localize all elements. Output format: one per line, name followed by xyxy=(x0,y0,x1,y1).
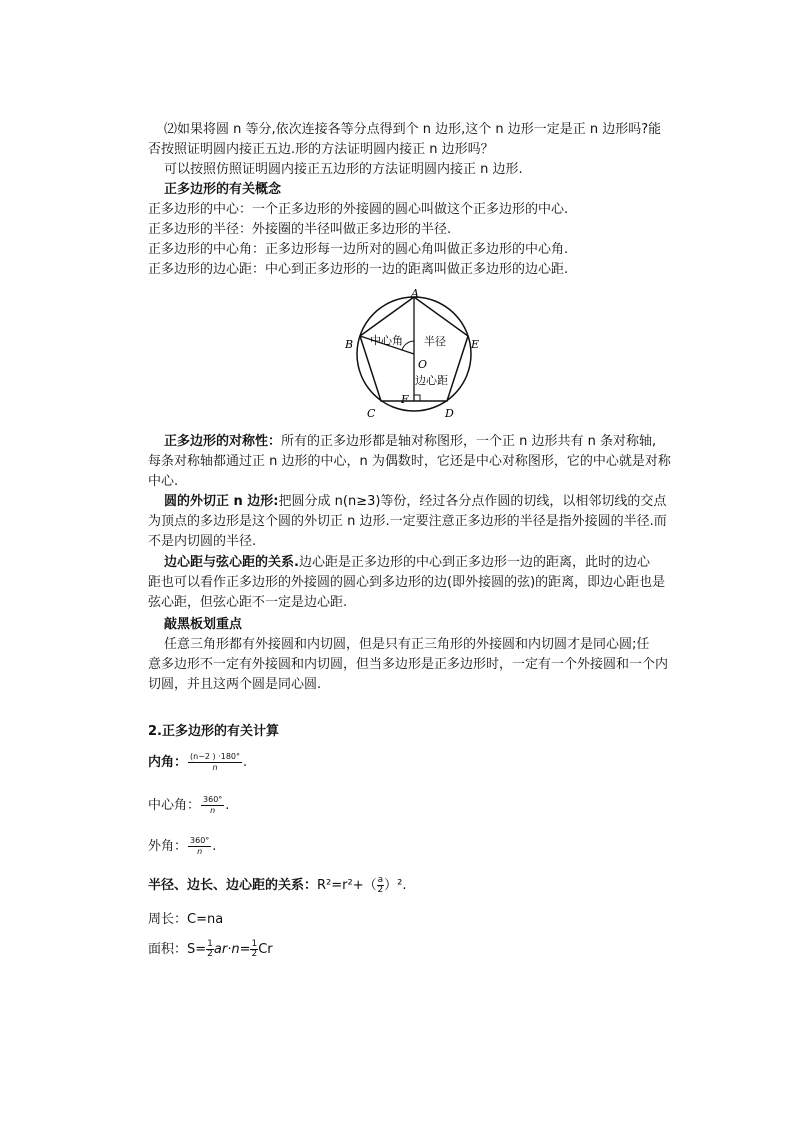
central-angle-label: 中心角 xyxy=(370,334,403,347)
area-formula xyxy=(148,940,273,960)
relation-label: 半径、边长、边心距的关系： xyxy=(148,878,318,893)
radius-definition: 正多边形的半径：外接圈的半径叫做正多边形的半径. xyxy=(148,222,452,237)
radius-label: 半径 xyxy=(424,335,446,348)
exterior-denominator: n xyxy=(197,847,203,856)
symmetry-title: 正多边形的对称性： xyxy=(164,434,282,449)
label-A: A xyxy=(411,287,419,300)
chord-title: 边心距与弦心距的关系. xyxy=(164,555,299,570)
apothem-definition: 正多边形的边心距：中心到正多边形的一边的距离叫做正多边形的边心距. xyxy=(148,262,569,277)
chord-line-1 xyxy=(164,553,650,573)
relation-lhs: R²=r²+（ xyxy=(317,878,377,893)
half-numerator: 1 xyxy=(207,939,213,949)
symmetry-text: 所有的正多边形都是轴对称图形，一个正 n 边形共有 n 条对称轴, xyxy=(281,434,657,449)
interior-denominator: n xyxy=(212,763,218,772)
period: . xyxy=(212,839,217,854)
q2-line-2: 否按照证明圆内接正五边.形的方法证明圆内接正 n 边形吗？ xyxy=(148,142,494,157)
chord-text: 边心距是正多边形的中心到正多边形一边的距离，此时的边心 xyxy=(298,555,650,570)
central-numerator: 360° xyxy=(203,795,223,804)
label-D: D xyxy=(445,407,454,420)
emphasis-line-1: 任意三角形都有外接圆和内切圆，但是只有正三角形的外接圆和内切圆才是同心圆;任 xyxy=(164,637,650,652)
emphasis-title: 敲黑板划重点 xyxy=(164,617,243,632)
apothem-label: 边心距 xyxy=(415,374,448,387)
calc-heading: 2.正多边形的有关计算 xyxy=(148,724,279,739)
chord-line-3: 弦心距，但弦心距不一定是边心距. xyxy=(148,595,348,610)
answer-text: 可以按照仿照证明圆内接正五边形的方法证明圆内接正 n 边形. xyxy=(164,162,523,177)
exterior-numerator: 360° xyxy=(190,836,210,845)
area-half-fraction-1 xyxy=(206,940,214,959)
right-angle-mark xyxy=(414,395,420,401)
relation-numerator: a xyxy=(377,875,384,885)
central-angle-definition: 正多边形的中心角：正多边形每一边所对的圆心角叫做正多边形的中心角. xyxy=(148,242,569,257)
angle-arc xyxy=(402,341,414,350)
symmetry-line-2: 每条对称轴都通过正 n 边形的中心，n 为偶数时，它还是中心对称图形，它的中心就是对称 xyxy=(148,454,671,469)
label-F: F xyxy=(401,393,409,406)
central-angle-formula xyxy=(148,795,229,816)
relation-rhs: ）². xyxy=(384,878,407,893)
period: . xyxy=(243,755,248,770)
circumscribed-text: 把圆分成 n(n≥3)等份，经过各分点作圆的切线，以相邻切线的交点 xyxy=(278,494,667,509)
emphasis-line-3: 切圆，并且这两个圆是同心圆. xyxy=(148,677,322,692)
half-denominator: 2 xyxy=(207,949,213,959)
pentagon-diagram xyxy=(340,286,490,426)
chord-line-2: 距也可以看作正多边形的外接圆的圆心到多边形的边(即外接圆的弦)的距离，即边心距也是 xyxy=(148,575,666,590)
central-angle-label: 中心角： xyxy=(148,798,201,813)
emphasis-line-2: 意多边形不一定有外接圆和内切圆，但当多边形是正多边形时，一定有一个外接圆和一个内 xyxy=(148,657,669,672)
interior-angle-fraction xyxy=(188,752,242,773)
interior-numerator: (n−2 ) ·180° xyxy=(190,752,241,761)
circumscribed-line-1 xyxy=(164,492,666,512)
interior-angle-label: 内角： xyxy=(148,755,188,770)
relation-denominator: 2 xyxy=(377,885,384,895)
half-denominator: 2 xyxy=(251,949,258,959)
perimeter-formula: 周长：C=na xyxy=(148,912,224,927)
symmetry-line-3: 中心. xyxy=(148,474,179,489)
exterior-angle-fraction xyxy=(188,836,211,857)
q2-line-1: ⑵如果将圆 n 等分,依次连接各等分点得到个 n 边形,这个 n 边形一定是正 n 边形吗?能 xyxy=(164,122,662,137)
center-definition: 正多边形的中心：一个正多边形的外接圆的圆心叫做这个正多边形的中心. xyxy=(148,202,569,217)
label-E: E xyxy=(471,338,480,351)
area-label: 面积：S= xyxy=(148,942,207,957)
relation-formula xyxy=(148,876,406,896)
exterior-angle-label: 外角： xyxy=(148,839,188,854)
central-angle-fraction xyxy=(201,795,224,816)
interior-angle-formula xyxy=(148,752,247,773)
area-end: Cr xyxy=(258,942,273,957)
circumscribed-title: 圆的外切正 n 边形: xyxy=(164,494,279,509)
relation-fraction xyxy=(377,876,385,895)
circumscribed-line-3: 不是内切圆的半径. xyxy=(148,534,257,549)
label-O: O xyxy=(418,358,428,371)
area-middle: ar·n= xyxy=(213,942,251,957)
central-denominator: n xyxy=(210,806,216,815)
concept-heading: 正多边形的有关概念 xyxy=(164,182,282,197)
symmetry-line-1 xyxy=(164,432,656,452)
half-numerator: 1 xyxy=(251,939,258,949)
circumscribed-line-2: 为顶点的多边形是这个圆的外切正 n 边形.一定要注意正多边形的半径是指外接圆的半径.而 xyxy=(148,514,667,529)
label-C: C xyxy=(367,407,376,420)
exterior-angle-formula xyxy=(148,836,216,857)
label-B: B xyxy=(345,338,354,351)
period: . xyxy=(225,798,230,813)
